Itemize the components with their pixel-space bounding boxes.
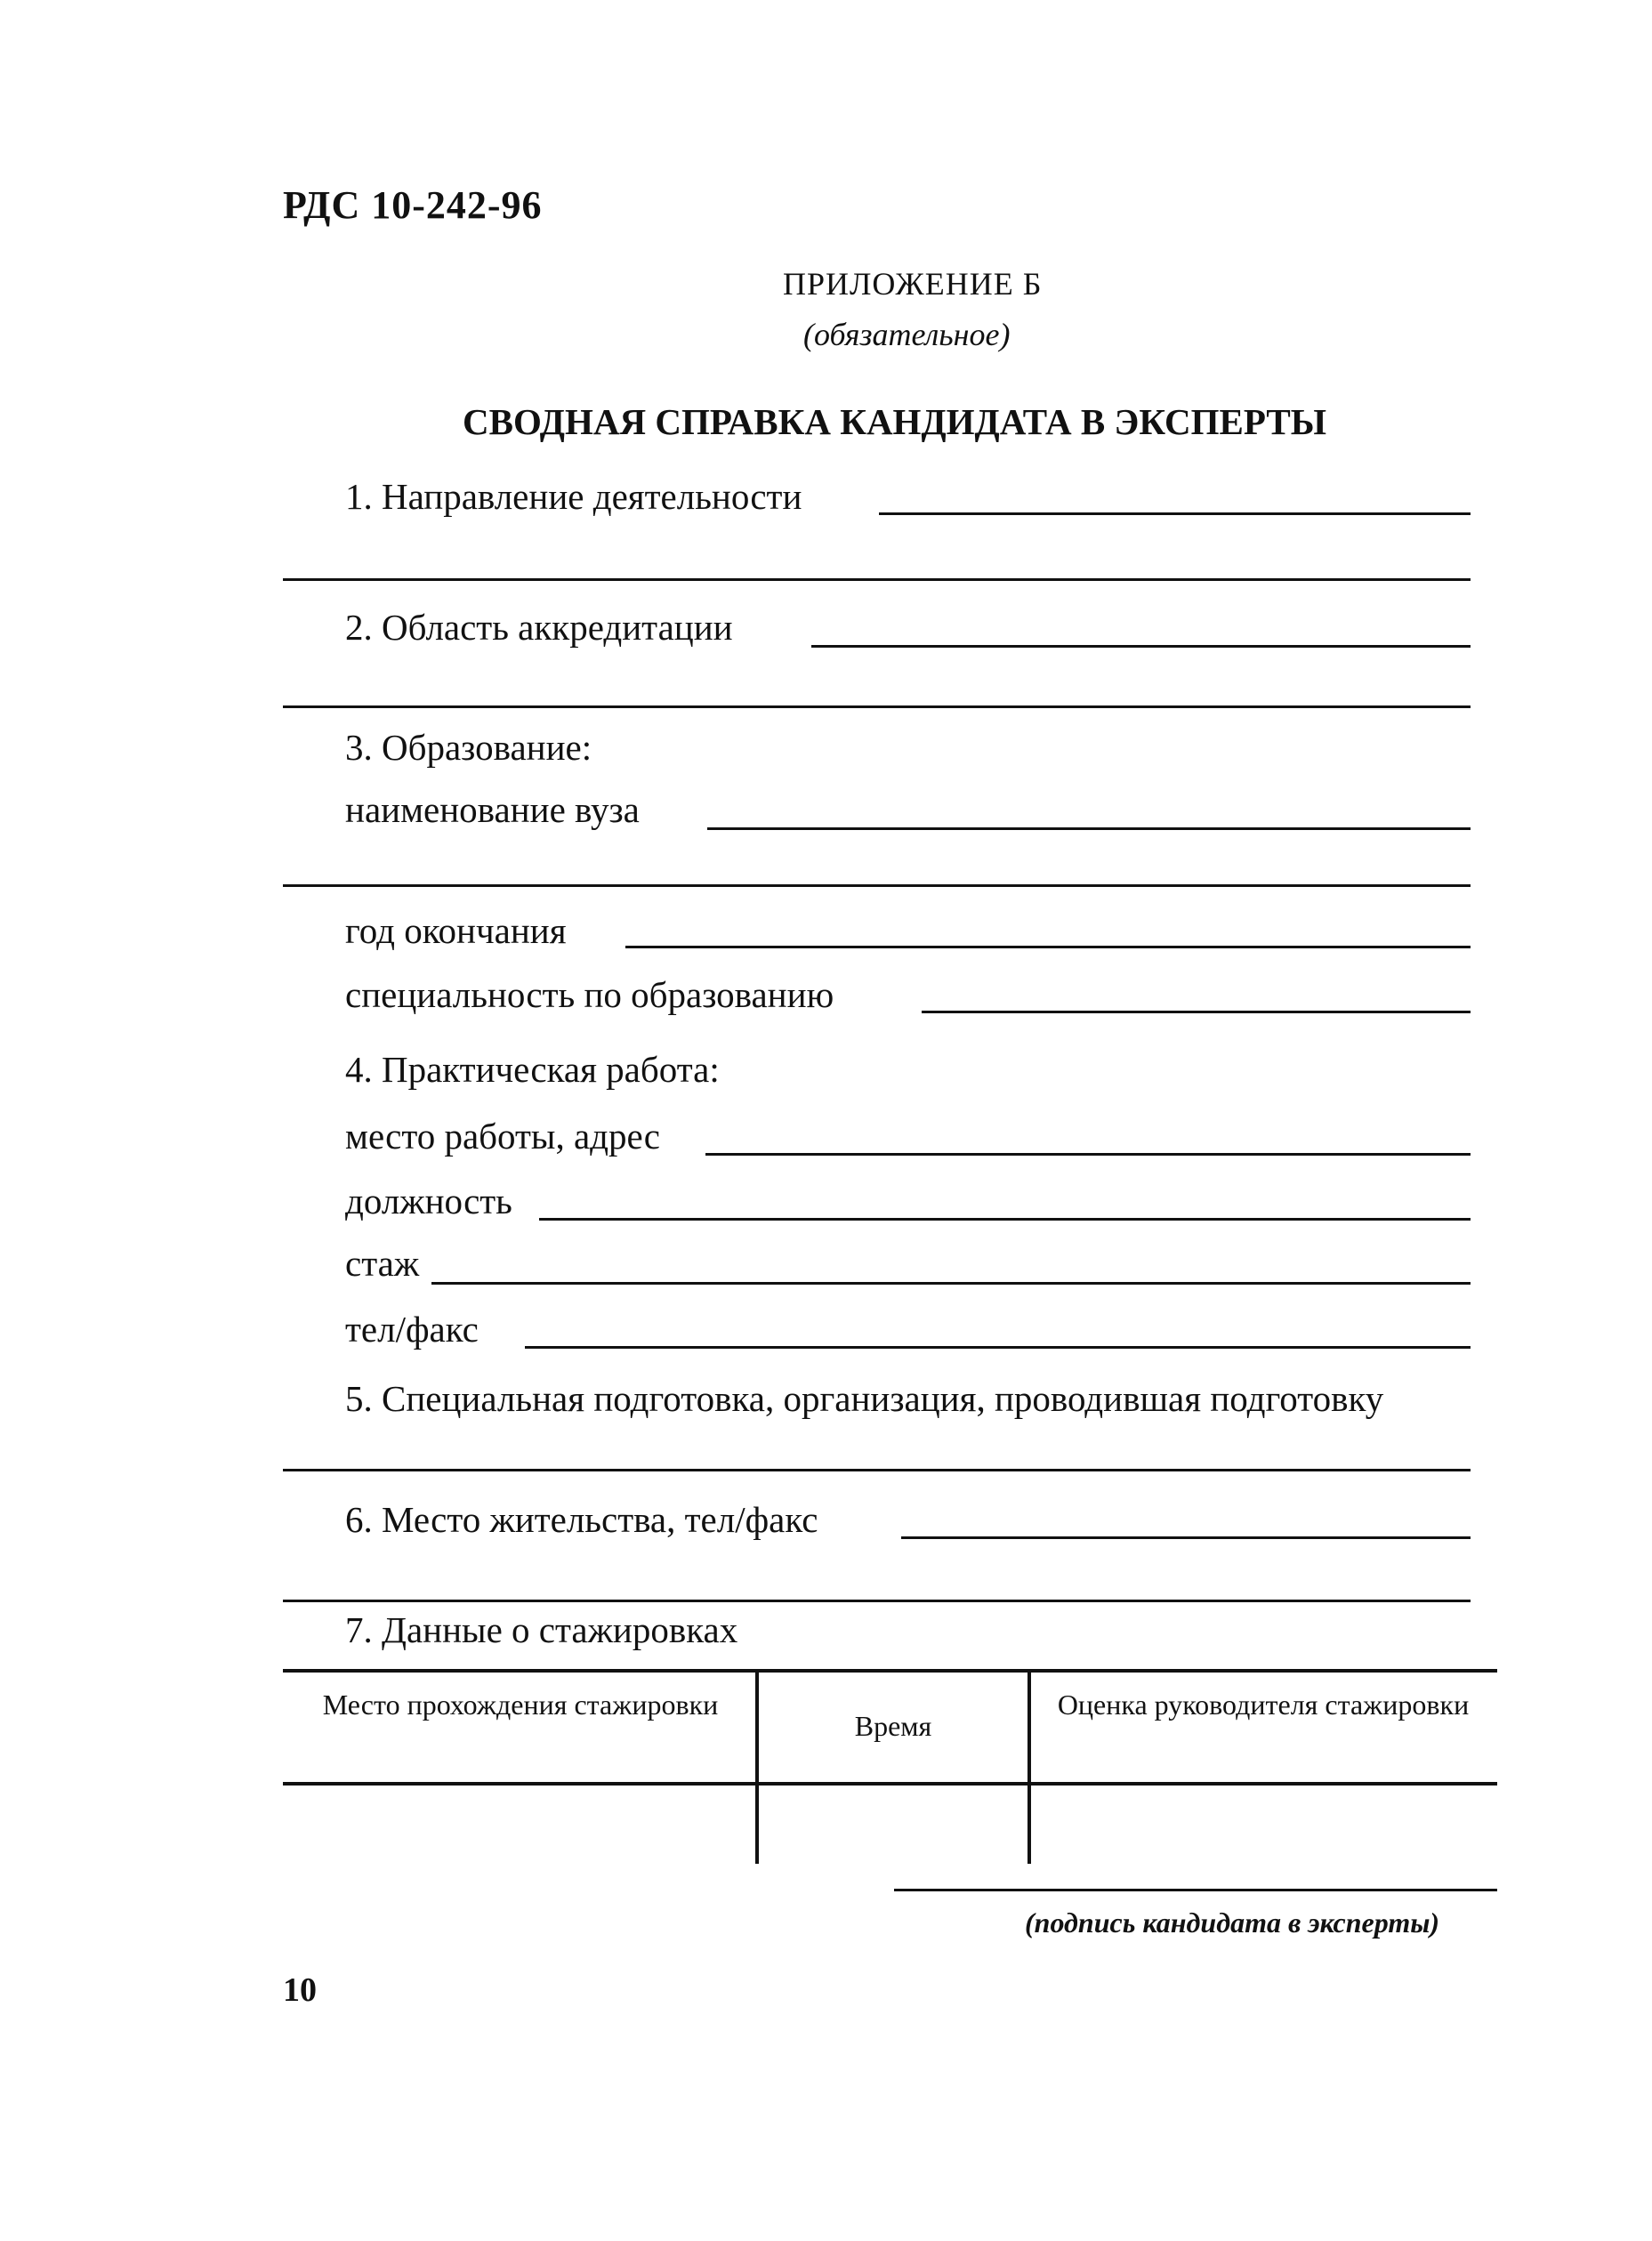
field-workplace-line[interactable]: [705, 1153, 1471, 1156]
table-cell-time[interactable]: [759, 1786, 1027, 1864]
table-header-rating: Оценка руководителя стажировки: [1057, 1689, 1470, 1721]
field-residence-line[interactable]: [901, 1536, 1471, 1539]
field-specialty-line[interactable]: [922, 1011, 1471, 1013]
appendix-label: ПРИЛОЖЕНИЕ Б: [783, 266, 1043, 302]
field-grad-year-label: год окончания: [345, 910, 567, 951]
field-residence-label: 6. Место жительства, тел/факс: [345, 1499, 818, 1540]
field-activity-line[interactable]: [879, 512, 1471, 515]
field-internships-label: 7. Данные о стажировках: [345, 1609, 738, 1650]
field-special-training-line[interactable]: [283, 1469, 1471, 1471]
field-practical-label: 4. Практическая работа:: [345, 1049, 720, 1090]
form-title: СВОДНАЯ СПРАВКА КАНДИДАТА В ЭКСПЕРТЫ: [463, 401, 1327, 442]
table-cell-place[interactable]: [283, 1786, 755, 1864]
field-residence-line-2[interactable]: [283, 1600, 1471, 1602]
table-header-time: Время: [854, 1710, 932, 1742]
field-accreditation-label: 2. Область аккредитации: [345, 607, 733, 648]
table-header-place: Место прохождения стажировки: [322, 1689, 719, 1721]
field-workplace-label: место работы, адрес: [345, 1116, 660, 1157]
table-top-border: [283, 1669, 1497, 1673]
field-position-line[interactable]: [539, 1218, 1471, 1221]
field-specialty-label: специальность по образованию: [345, 974, 834, 1015]
field-accreditation-line-2[interactable]: [283, 705, 1471, 708]
field-phone-fax-line[interactable]: [525, 1346, 1471, 1349]
field-experience-line[interactable]: [431, 1282, 1471, 1285]
field-university-line[interactable]: [707, 827, 1471, 830]
field-university-label: наименование вуза: [345, 789, 640, 830]
field-university-line-2[interactable]: [283, 884, 1471, 887]
page-number: 10: [283, 1971, 317, 2009]
field-phone-fax-label: тел/факс: [345, 1309, 479, 1350]
signature-line[interactable]: [894, 1889, 1497, 1891]
table-cell-rating[interactable]: [1031, 1786, 1497, 1864]
document-code: РДС 10-242-96: [283, 183, 543, 227]
field-grad-year-line[interactable]: [625, 946, 1471, 948]
field-experience-label: стаж: [345, 1243, 420, 1284]
field-accreditation-line[interactable]: [811, 645, 1471, 648]
field-activity-line-2[interactable]: [283, 578, 1471, 581]
field-activity-label: 1. Направление деятельности: [345, 476, 802, 517]
field-education-label: 3. Образование:: [345, 727, 592, 768]
field-position-label: должность: [345, 1181, 512, 1221]
signature-note: (подпись кандидата в эксперты): [1025, 1906, 1440, 1939]
appendix-note: (обязательное): [803, 317, 1011, 352]
field-special-training-label: 5. Специальная подготовка, организация, проводившая подготовку: [345, 1378, 1384, 1419]
